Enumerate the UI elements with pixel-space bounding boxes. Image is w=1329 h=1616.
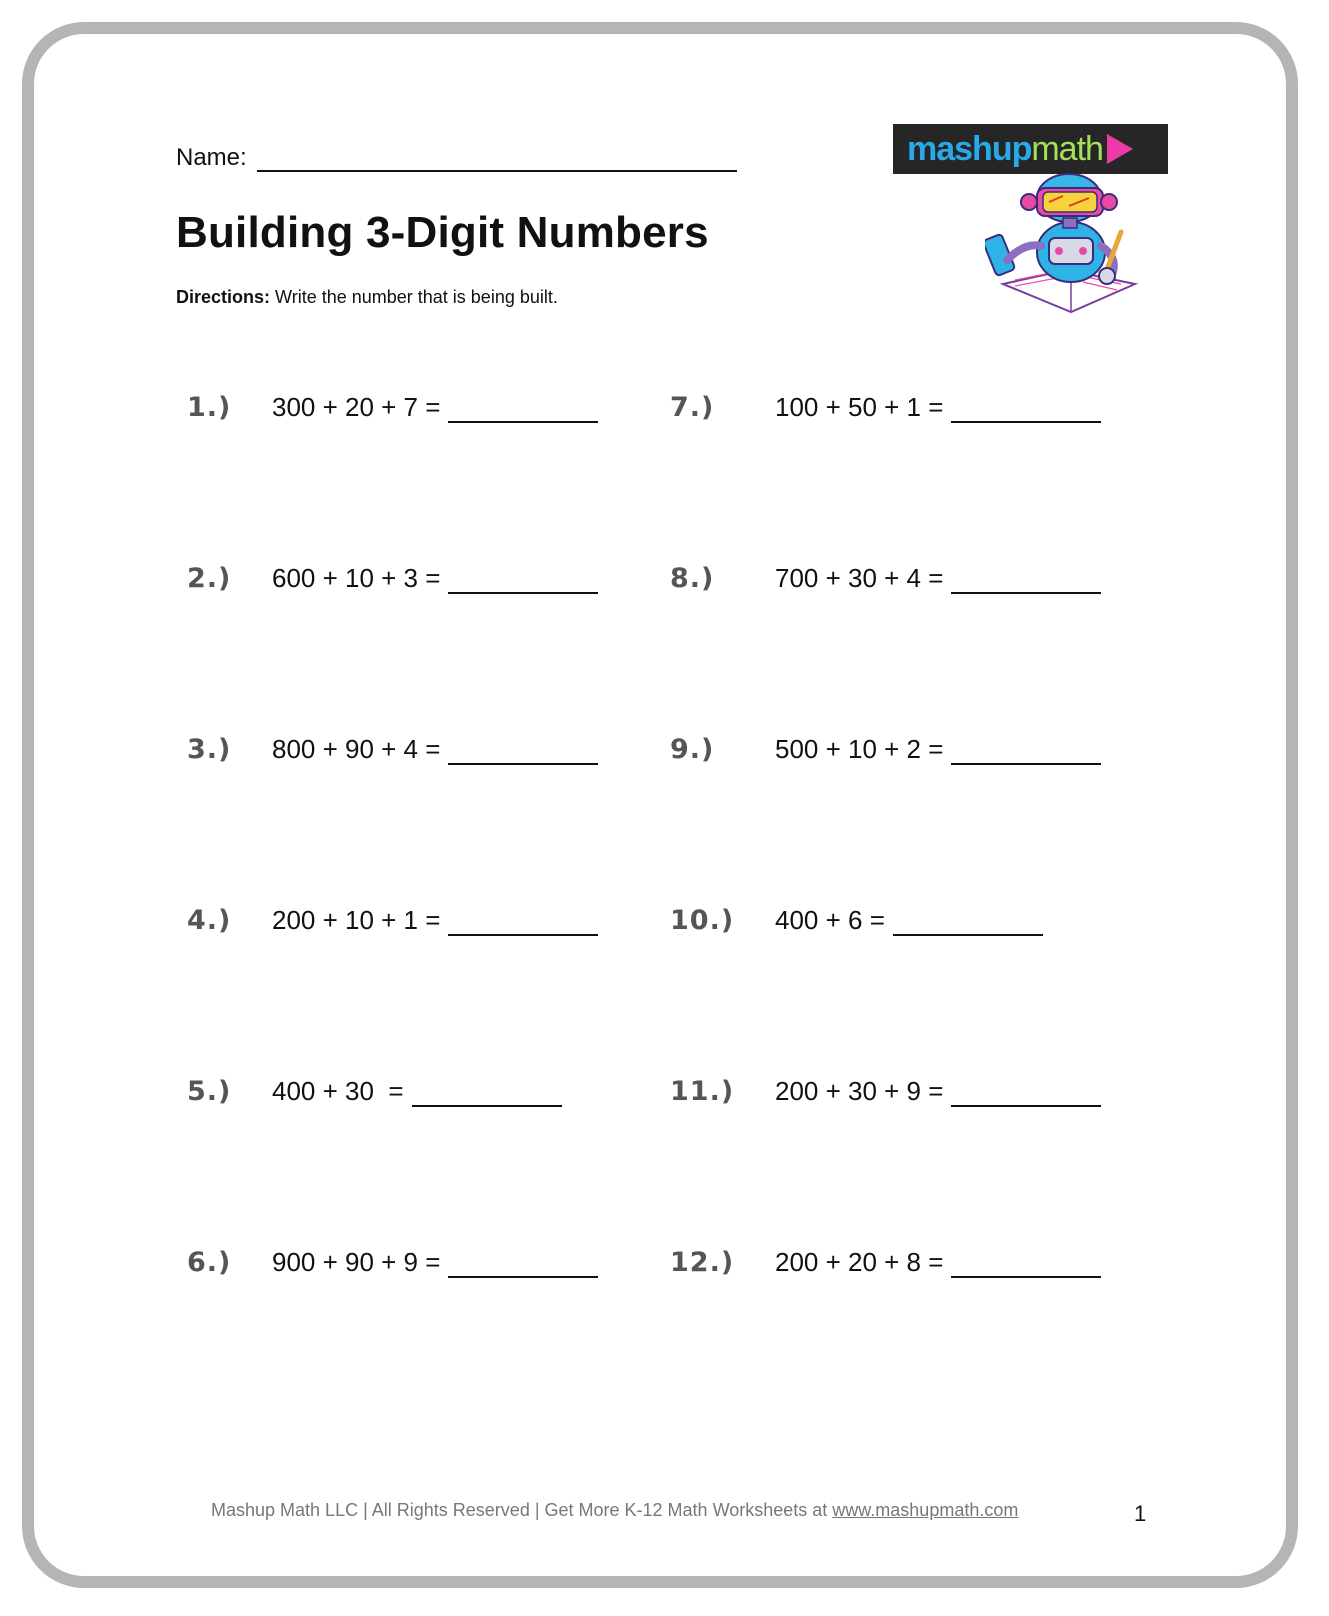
answer-blank[interactable] xyxy=(951,568,1101,594)
problem-number: 1.) xyxy=(187,392,232,423)
problem-expression: 500 + 10 + 2 = xyxy=(775,734,944,764)
answer-blank[interactable] xyxy=(893,910,1043,936)
problem-1 xyxy=(272,392,598,423)
worksheet-title: Building 3-Digit Numbers xyxy=(176,208,709,257)
problem-expression: 300 + 20 + 7 = xyxy=(272,392,441,422)
problem-number: 5.) xyxy=(187,1076,232,1107)
problem-expression: 200 + 10 + 1 = xyxy=(272,905,441,935)
answer-blank[interactable] xyxy=(951,739,1101,765)
answer-blank[interactable] xyxy=(412,1081,562,1107)
problem-expression: 800 + 90 + 4 = xyxy=(272,734,441,764)
problem-expression: 200 + 20 + 8 = xyxy=(775,1247,944,1277)
name-field xyxy=(176,144,737,172)
problem-expression: 900 + 90 + 9 = xyxy=(272,1247,441,1277)
footer-link[interactable]: www.mashupmath.com xyxy=(832,1500,1019,1520)
problem-expression: 400 + 30 = xyxy=(272,1076,404,1106)
page-number: 1 xyxy=(1134,1501,1147,1526)
problem-expression: 200 + 30 + 9 = xyxy=(775,1076,944,1106)
directions-text: Write the number that is being built. xyxy=(275,287,558,307)
footer-text: Mashup Math LLC | All Rights Reserved | Get More K-12 Math Worksheets at xyxy=(211,1500,833,1520)
problem-number: 4.) xyxy=(187,905,232,936)
logo-text-math: math xyxy=(1031,129,1103,168)
problem-number: 2.) xyxy=(187,563,232,594)
problem-number: 8.) xyxy=(670,563,715,594)
problem-number: 10.) xyxy=(670,905,735,936)
problem-number: 7.) xyxy=(670,392,715,423)
answer-blank[interactable] xyxy=(448,397,598,423)
answer-blank[interactable] xyxy=(448,568,598,594)
logo-text-mashup: mashup xyxy=(907,129,1032,168)
answer-blank[interactable] xyxy=(448,739,598,765)
problem-number: 6.) xyxy=(187,1247,232,1278)
name-blank-line[interactable] xyxy=(257,144,737,172)
problem-number: 11.) xyxy=(670,1076,735,1107)
name-label: Name: xyxy=(176,144,247,171)
directions xyxy=(176,287,558,308)
answer-blank[interactable] xyxy=(951,1081,1101,1107)
problem-10 xyxy=(775,905,1043,936)
play-arrow-icon xyxy=(1107,134,1133,164)
problem-12 xyxy=(775,1247,1101,1278)
problem-11 xyxy=(775,1076,1101,1107)
problem-2 xyxy=(272,563,598,594)
problem-4 xyxy=(272,905,598,936)
problem-9 xyxy=(775,734,1101,765)
problem-expression: 400 + 6 = xyxy=(775,905,885,935)
problem-6 xyxy=(272,1247,598,1278)
answer-blank[interactable] xyxy=(951,397,1101,423)
footer xyxy=(211,1500,1018,1521)
mashupmath-logo xyxy=(893,124,1168,174)
problem-8 xyxy=(775,563,1101,594)
problem-expression: 600 + 10 + 3 = xyxy=(272,563,441,593)
robot-mascot-icon xyxy=(985,172,1141,317)
answer-blank[interactable] xyxy=(448,1252,598,1278)
problem-3 xyxy=(272,734,598,765)
problem-number: 9.) xyxy=(670,734,715,765)
directions-label: Directions: xyxy=(176,287,271,307)
problem-expression: 100 + 50 + 1 = xyxy=(775,392,944,422)
problem-5 xyxy=(272,1076,562,1107)
problem-number: 3.) xyxy=(187,734,232,765)
answer-blank[interactable] xyxy=(951,1252,1101,1278)
answer-blank[interactable] xyxy=(448,910,598,936)
problem-number: 12.) xyxy=(670,1247,735,1278)
problem-7 xyxy=(775,392,1101,423)
problem-expression: 700 + 30 + 4 = xyxy=(775,563,944,593)
